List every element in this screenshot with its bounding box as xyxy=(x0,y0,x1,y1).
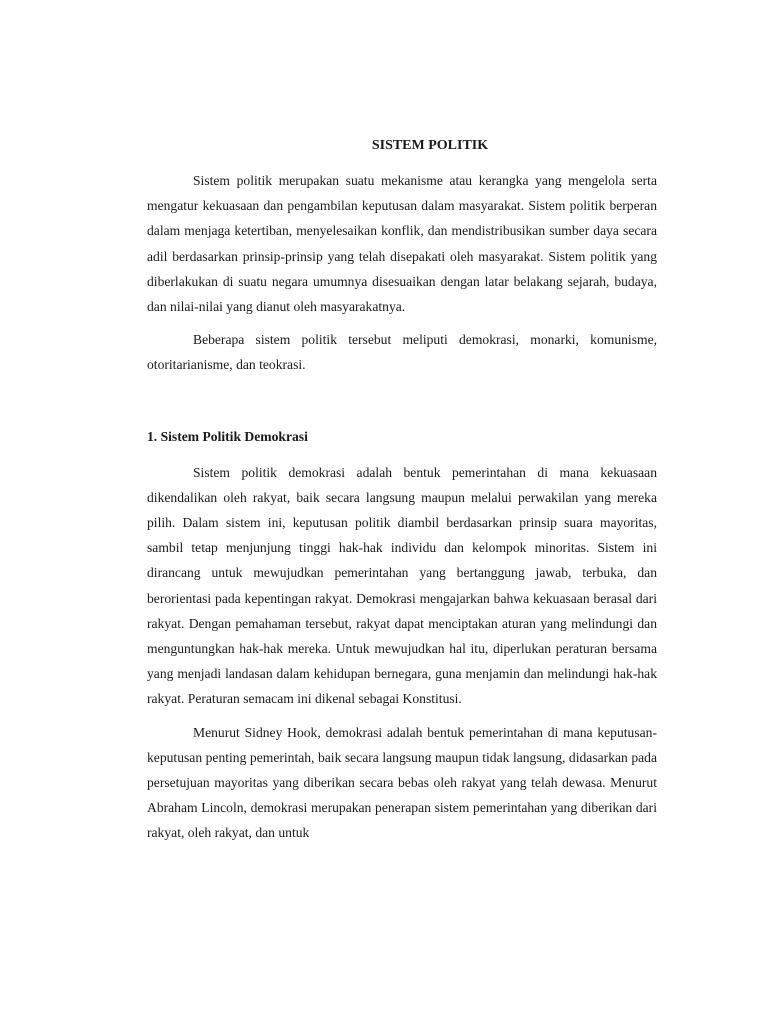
section-1-paragraph-1: Sistem politik demokrasi adalah bentuk pemerintahan di mana kekuasaan dikendalikan oleh rakyat, baik secara langsung maupun melalui perwakilan yang mereka pilih. Dalam sistem ini, keputusan politik diambil berdasarkan prinsip suara mayoritas, sambil tetap menjunjung tinggi hak-hak individu dan kelompok minoritas. Sistem ini dirancang untuk mewujudkan pemerintahan yang bertanggung jawab, terbuka, dan berorientasi pada kepentingan rakyat. Demokrasi mengajarkan bahwa kekuasaan berasal dari rakyat. Dengan pemahaman tersebut, rakyat dapat menciptakan aturan yang melindungi dan menguntungkan hak-hak mereka. Untuk mewujudkan hal itu, diperlukan peraturan bersama yang menjadi landasan dalam kehidupan bernegara, guna menjamin dan melindungi hak-hak rakyat. Peraturan semacam ini dikenal sebagai Konstitusi. xyxy=(147,464,657,707)
section-1-paragraph-2: Menurut Sidney Hook, demokrasi adalah bentuk pemerintahan di mana keputusan-keputusan penting pemerintah, baik secara langsung maupun tidak langsung, didasarkan pada persetujuan mayoritas yang diberikan secara bebas oleh rakyat yang telah dewasa. Menurut Abraham Lincoln, demokrasi merupakan penerapan sistem pemerintahan yang diberikan dari rakyat, oleh rakyat, dan untuk xyxy=(147,724,657,841)
section-heading-demokrasi: 1. Sistem Politik Demokrasi xyxy=(147,428,308,444)
document-title: SISTEM POLITIK xyxy=(371,138,489,153)
intro-paragraph-1: Sistem politik merupakan suatu mekanisme atau kerangka yang mengelola serta mengatur kekuasaan dan pengambilan keputusan dalam masyarakat. Sistem politik berperan dalam menjaga ketertiban, menyelesaikan konflik, dan mendistribusikan sumber daya secara adil berdasarkan prinsip-prinsip yang telah disepakati oleh masyarakat. Sistem politik yang diberlakukan di suatu negara umumnya disesuaikan dengan latar belakang sejarah, budaya, dan nilai-nilai yang dianut oleh masyarakatnya. xyxy=(147,173,657,315)
intro-paragraph-2: Beberapa sistem politik tersebut meliputi demokrasi, monarki, komunisme, otoritarianisme, dan teokrasi. xyxy=(147,332,657,373)
document-page xyxy=(147,136,657,846)
